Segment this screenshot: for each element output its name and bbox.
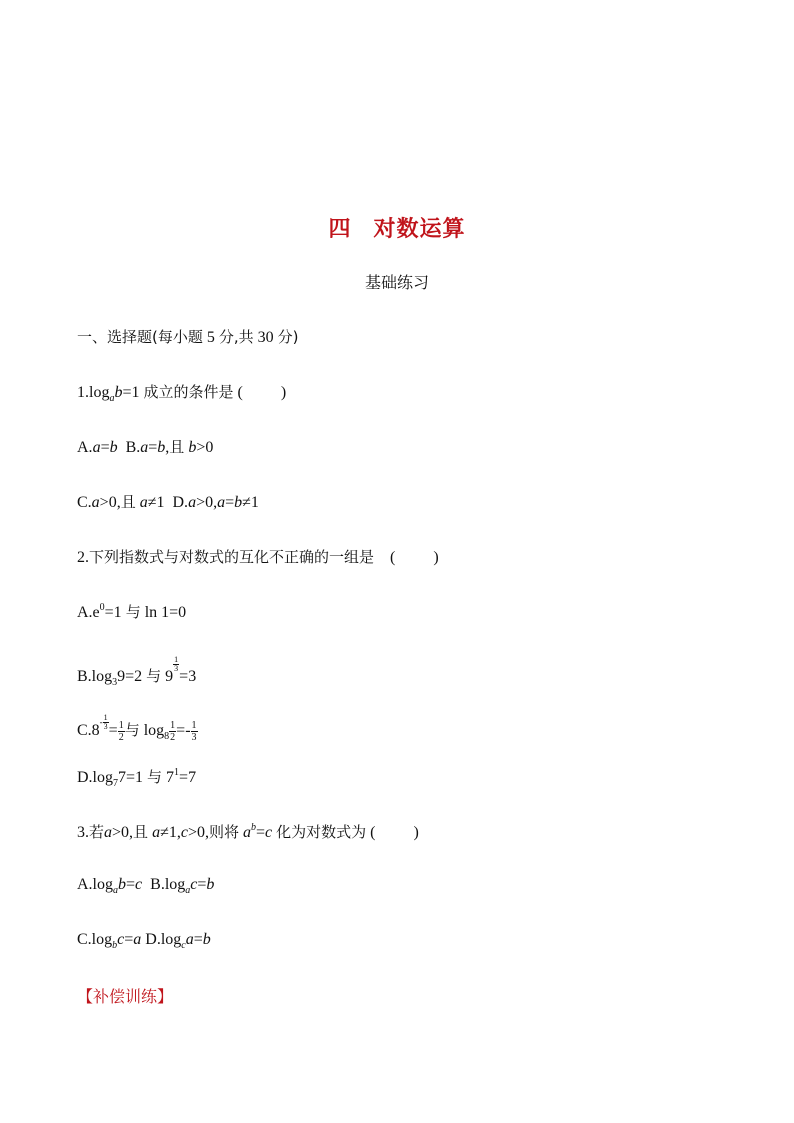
exponent-fraction: $\frac{1}{3}$	[174, 655, 179, 673]
fraction: $\frac{1}{3}$	[191, 719, 197, 743]
fraction: $\frac{1}{2}$	[170, 719, 176, 743]
q3-option-c[interactable]: $C.\log_bc=a$	[77, 931, 142, 951]
q1-option-a[interactable]: A.a=b	[77, 439, 118, 456]
q2-option-a[interactable]: $A.e^0=1$ 与 ln 1=0	[77, 602, 187, 621]
q1-option-c[interactable]: C.a>0,且 a≠1	[77, 493, 165, 511]
lesson-number: 四	[328, 217, 352, 242]
supplement-training-label: 【补偿训练】	[77, 987, 174, 1006]
q1-option-b[interactable]: B.a=b,且 b>0	[125, 438, 214, 456]
question-1-stem: $1.\log_ab=1$ 成立的条件是 ( )	[77, 383, 287, 404]
section-heading: 一、选择题(每小题 5 分,共 30 分)	[77, 328, 299, 346]
question-3-stem: 3.若a>0,且 a≠1,c>0,则将 $a^b=c$ 化为对数式为 ( )	[77, 822, 419, 841]
question-1-options-ab	[77, 436, 213, 459]
q3-option-b[interactable]: $B.\log_ac=b$	[150, 876, 215, 896]
lesson-title	[0, 212, 794, 243]
exponent-fraction: $\frac{1}{3}$	[103, 713, 108, 732]
q1-option-d[interactable]: D.a>0,a=b≠1	[172, 494, 259, 511]
question-3-options-cd	[77, 929, 211, 951]
q2-option-d[interactable]: $D.\log_77=1$ 与 $7^1=7$	[77, 767, 197, 789]
answer-blank[interactable]: ( )	[370, 824, 419, 841]
question-2-stem: 2.下列指数式与对数式的互化不正确的一组是 ( )	[77, 548, 439, 566]
question-1-options-cd	[77, 491, 259, 514]
q2-option-b[interactable]: $B.\log_39=2$ 与 9 $\frac{1}{3}$ =3	[77, 655, 197, 688]
answer-blank[interactable]: ( )	[237, 384, 287, 401]
q3-option-a[interactable]: $A.\log_ab=c$	[77, 876, 143, 896]
q3-option-d[interactable]: $D.\log_ca=b$	[145, 931, 211, 951]
fraction: $\frac{1}{2}$	[118, 719, 124, 743]
question-3-options-ab	[77, 874, 214, 896]
lesson-name: 对数运算	[373, 217, 466, 242]
q2-option-c[interactable]: C.8- $\frac{1}{3}$ = $\frac{1}{2}$ 与 $\log_8$ $\frac{1}{2}$ =- $\frac{1}{3}$	[77, 713, 197, 743]
practice-subtitle: 基础练习	[364, 273, 429, 292]
answer-blank[interactable]: ( )	[390, 549, 439, 566]
